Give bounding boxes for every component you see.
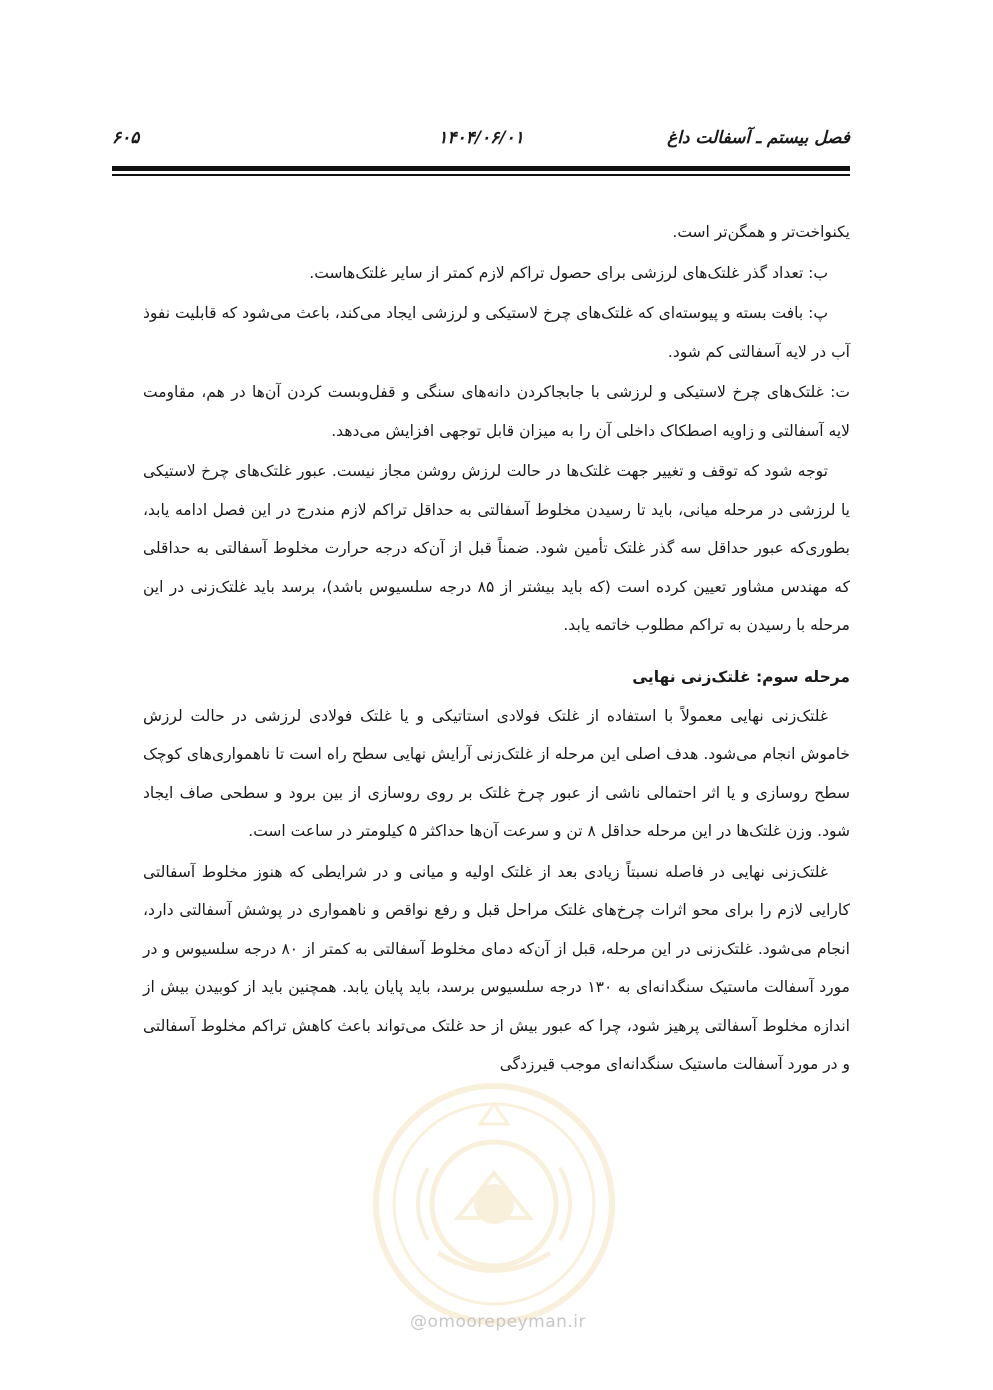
section-heading: مرحله سوم: غلتک‌زنی نهایی	[632, 667, 850, 686]
header-rule-thin	[112, 174, 850, 176]
header-date: ۱۴۰۴/۰۶/۰۱	[438, 128, 524, 148]
paragraph: غلتک‌زنی نهایی معمولاً با استفاده از غلتک فولادی استاتیکی و یا غلتک فولادی لرزشی در حالت لرزش خاموش انجام می‌شود. هدف اصلی این مرحله از غلتک‌زنی آرایش نهایی سطح راه است تا ناهمواری‌های کوچک سطح روسازی و یا اثر احتمالی ناشی از عبور چرخ غلتک بر روی روسازی از بین برود و سطحی صاف ایجاد شود. وزن غلتک‌ها در این مرحله حداقل ۸ تن و سرعت آن‌ها حداکثر ۵ کیلومتر در ساعت است.	[143, 706, 850, 840]
paragraph: ب: تعداد گذر غلتک‌های لرزشی برای حصول تراکم لازم کمتر از سایر غلتک‌هاست.	[309, 263, 828, 282]
paragraph: توجه شود که توقف و تغییر جهت غلتک‌ها در حالت لرزش روشن مجاز نیست. عبور غلتک‌های چرخ لاستیکی یا لرزشی در مرحله میانی، باید تا رسیدن مخلوط آسفالتی به حداقل تراکم لازم مندرج در این فصل ادامه یابد، بطوری‌که عبور حداقل سه گذر غلتک تأمین شود. ضمناً قبل از آن‌که درجه حرارت مخلوط آسفالتی به حداقلی که مهندس مشاور تعیین کرده است (که باید بیشتر از ۸۵ درجه سلسیوس باشد)، برسد باید غلتک‌زنی در این مرحله با رسیدن به تراکم مطلوب خاتمه یابد.	[143, 462, 850, 634]
chapter-title: فصل بیستم ـ آسفالت داغ	[667, 128, 850, 148]
paragraph: یکنواخت‌تر و همگن‌تر است.	[672, 223, 850, 241]
page-number: ۶۰۵	[112, 128, 140, 148]
header-rule-thick	[112, 166, 850, 171]
running-header	[112, 128, 850, 158]
paragraph: ت: غلتک‌های چرخ لاستیکی و لرزشی با جابجاکردن دانه‌های سنگی و قفل‌وبست کردن آن‌ها در هم، مقاومت لایه آسفالتی و زاویه اصطکاک داخلی آن را به میزان قابل توجهی افزایش می‌دهد.	[143, 383, 850, 440]
watermark-text: @omoorepeyman.ir	[409, 1312, 587, 1332]
watermark-seal-icon	[368, 1078, 620, 1330]
paragraph: پ: بافت بسته و پیوسته‌ای که غلتک‌های چرخ لاستیکی و لرزشی ایجاد می‌کند، باعث می‌شود که قابلیت نفوذ آب در لایه آسفالتی کم شود.	[143, 304, 850, 361]
body-text	[143, 213, 850, 1086]
paragraph: غلتک‌زنی نهایی در فاصله نسبتاً زیادی بعد از غلتک اولیه و میانی و در شرایطی که هنوز مخلوط آسفالتی کارایی لازم را برای محو اثرات چرخ‌های غلتک مراحل قبل و رفع نواقص و ناهمواری در پوشش آسفالتی دارد، انجام می‌شود. غلتک‌زنی در این مرحله، قبل از آن‌که دمای مخلوط آسفالتی به کمتر از ۸۰ درجه سلسیوس و در مورد آسفالت ماستیک سنگدانه‌ای به ۱۳۰ درجه سلسیوس برسد، باید پایان یابد. همچنین باید از کوبیدن بیش از اندازه مخلوط آسفالتی پرهیز شود، چرا که عبور بیش از حد غلتک می‌تواند باعث کاهش تراکم مخلوط آسفالتی و در مورد آسفالت ماستیک سنگدانه‌ای موجب قیرزدگی	[143, 862, 850, 1073]
